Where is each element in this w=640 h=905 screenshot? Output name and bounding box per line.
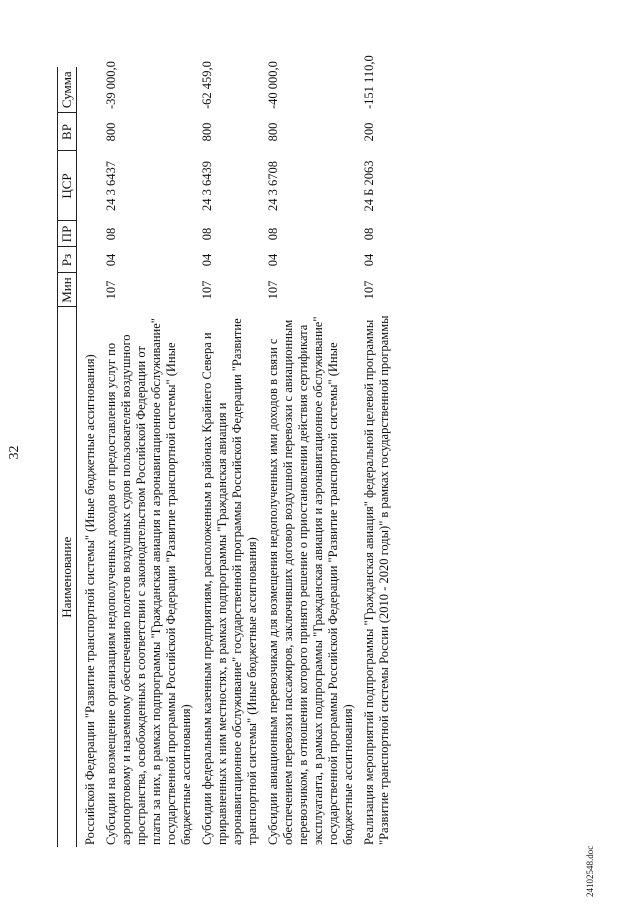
- row-name: Российской Федерации "Развитие транспортной системы" (Иные бюджетные ассигнования): [83, 354, 97, 845]
- header-min: Мин: [58, 273, 77, 307]
- header-sum: Сумма: [58, 67, 77, 113]
- row-name: Субсидии авиационным перевозчикам для возмещения недополученных ими доходов в связи с обеспечением перевозки пассажиров, заключивших договор воздушной перевозки с авиационным перевозчиком, в отношении которого принято решение о приостановлении действия сертификата эксплуатанта, в рамках подпрограммы "Гражданская авиация и аэронавигационное обслуживание" государственной программы Российской Федерации "Развитие транспортной системы" (Иные бюджетные ассигнования): [266, 316, 355, 845]
- row-pr: [77, 221, 99, 247]
- table-row: [200, 67, 260, 847]
- row-sum: -151 110,0: [362, 55, 376, 109]
- document-filename: 24102548.doc: [585, 845, 595, 897]
- row-min: [77, 273, 99, 307]
- row-min: 107: [104, 280, 118, 300]
- row-csr: [77, 151, 99, 221]
- row-pr: 08: [266, 227, 280, 241]
- row-name: Субсидии федеральным казенным предприятиям, расположенным в районах Крайнего Севера и приравненных к ним местностях, в рамках подпрограммы "Гражданская авиация и аэронавигационное обслуживание" государственной программы Российской Федерации "Развитие транспортной системы" (Иные бюджетные ассигнования): [200, 318, 259, 845]
- row-rz: 04: [104, 253, 118, 267]
- row-csr: 24 Б 2063: [362, 160, 376, 212]
- table-header-row: [58, 67, 77, 847]
- header-rz: Рз: [58, 247, 77, 273]
- row-csr: 24 3 6437: [104, 161, 118, 211]
- table-row: [362, 67, 392, 847]
- row-rz: [77, 247, 99, 273]
- row-sum: -62 459,0: [200, 61, 214, 109]
- row-min: 107: [362, 280, 376, 300]
- row-vr: 800: [200, 122, 214, 142]
- row-sum: -39 000,0: [104, 61, 118, 109]
- page-number: 32: [7, 445, 22, 460]
- row-csr: 24 3 6439: [200, 161, 214, 211]
- row-rz: 04: [200, 253, 214, 267]
- row-pr: 08: [362, 227, 376, 241]
- row-pr: 08: [104, 227, 118, 241]
- row-rz: 04: [362, 253, 376, 267]
- table-row: [104, 67, 194, 847]
- row-sum: [77, 67, 99, 113]
- row-sum: -40 000,0: [266, 61, 280, 109]
- table-row: [266, 67, 356, 847]
- row-name: Реализация мероприятий подпрограммы "Гражданская авиация" федеральной целевой программы "Развитие транспортной системы России (2010 - 2020 годы)" в рамках государственной программы: [362, 315, 391, 845]
- row-rz: 04: [266, 253, 280, 267]
- row-min: 107: [200, 280, 214, 300]
- header-name: Наименование: [58, 307, 77, 847]
- row-name: Субсидии на возмещение организациям недополученных доходов от предоставления услуг по аэропортовому и наземному обеспечению полетов воздушных судов пользователей воздушного пространства, освобожденных в соответствии с законодательством Российской Федерации от платы за них, в рамках подпрограммы "Гражданская авиация и аэронавигационное обслуживание" государственной программы Российской Федерации "Развитие транспортной системы" (Иные бюджетные ассигнования): [104, 318, 193, 845]
- row-min: 107: [266, 280, 280, 300]
- row-vr: 200: [362, 122, 376, 142]
- table-row: [77, 67, 99, 847]
- budget-table: [57, 55, 392, 847]
- row-vr: 800: [266, 122, 280, 142]
- row-vr: 800: [104, 122, 118, 142]
- row-csr: 24 3 6708: [266, 161, 280, 211]
- header-pr: ПР: [58, 221, 77, 247]
- row-vr: [77, 113, 99, 151]
- header-csr: ЦСР: [58, 151, 77, 221]
- header-vr: ВР: [58, 113, 77, 151]
- row-pr: 08: [200, 227, 214, 241]
